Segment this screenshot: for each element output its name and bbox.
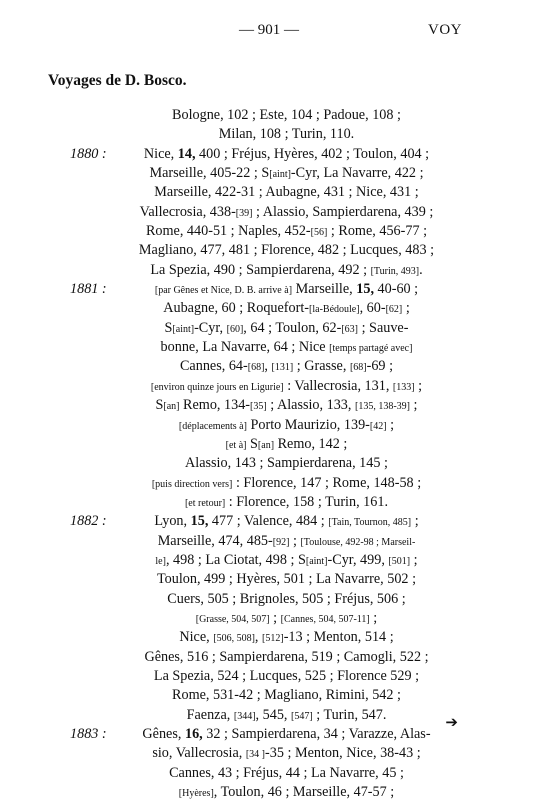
entry-text: [puis direction vers] : Florence, 147 ; Rome, 148-58 ; [151, 474, 422, 491]
entry-text: Bologne, 102 ; Este, 104 ; Padoue, 108 ; [172, 107, 401, 123]
entry-line [0, 609, 538, 628]
entry-text: La Spezia, 524 ; Lucques, 525 ; Florence 529 ; [153, 667, 420, 684]
entry-text: Faenza, [344], 545, [547] ; Turin, 547. [186, 706, 387, 723]
entry-text: S[an] Remo, 134-[35] ; Alassio, 133, [135, 138-39] ; [155, 397, 418, 414]
entry-line [0, 125, 538, 144]
entry-line [0, 164, 538, 183]
entry-line [0, 299, 538, 318]
entry-text: Magliano, 477, 481 ; Florence, 482 ; Lucques, 483 ; [138, 242, 435, 259]
section-title: Voyages de D. Bosco. [48, 72, 187, 89]
entry-line [0, 338, 538, 357]
entry-line [0, 377, 538, 396]
entry-text: Rome, 531-42 ; Magliano, Rimini, 542 ; [172, 687, 401, 704]
entry-text: Cannes, 43 ; Fréjus, 44 ; La Navarre, 45 ; [169, 764, 404, 781]
entry-line [0, 241, 538, 260]
entry-line [0, 532, 538, 551]
entry-line [0, 686, 538, 705]
entry-text: [et retour] : Florence, 158 ; Turin, 161. [184, 493, 389, 510]
year-label: 1881 : [70, 281, 107, 298]
entry-text: Marseille, 405-22 ; S[aint]-Cyr, La Navarre, 422 ; [149, 165, 424, 182]
entry-text: Vallecrosia, 438-[39] ; Alassio, Sampierdarena, 439 ; [139, 203, 434, 220]
entry-line [0, 454, 538, 473]
running-header: VOY [428, 22, 462, 38]
entry-line [0, 416, 538, 435]
entry-text: sio, Vallecrosia, [34 ]-35 ; Menton, Nice, 38-43 ; [152, 745, 421, 762]
entry-line [0, 222, 538, 241]
entry-lines [0, 106, 538, 802]
entry-line [0, 783, 538, 802]
entry-text: le], 498 ; La Ciotat, 498 ; S[aint]-Cyr, 499, [501] ; [155, 551, 418, 568]
year-label: 1880 : [70, 145, 107, 162]
entry-line [0, 551, 538, 570]
entry-text: Nice, 14, 400 ; Fréjus, Hyères, 402 ; Toulon, 404 ; [143, 145, 430, 162]
entry-line [0, 280, 538, 299]
entry-text: Gênes, 16, 32 ; Sampierdarena, 34 ; Varazze, Alas- [142, 726, 431, 742]
entry-line [0, 435, 538, 454]
entry-text: Rome, 440-51 ; Naples, 452-[56] ; Rome, 456-77 ; [145, 223, 428, 240]
entry-text: Marseille, 474, 485-[92] ; [Toulouse, 492-98 ; Marseil- [157, 532, 416, 549]
entry-line [0, 319, 538, 338]
entry-text: [par Gênes et Nice, D. B. arrive à] Marseille, 15, 40-60 ; [154, 281, 419, 298]
year-label: 1883 : [70, 726, 107, 742]
entry-line [0, 493, 538, 512]
entry-line [0, 648, 538, 667]
entry-text: Marseille, 422-31 ; Aubagne, 431 ; Nice, 431 ; [154, 184, 419, 201]
entry-text: Alassio, 143 ; Sampierdarena, 145 ; [185, 455, 388, 472]
entry-text: Lyon, 15, 477 ; Valence, 484 ; [Tain, Tournon, 485] ; [154, 513, 419, 530]
entry-line [0, 590, 538, 609]
entry-line [0, 106, 538, 125]
entry-line [0, 357, 538, 376]
entry-line [0, 183, 538, 202]
entry-text: Nice, [506, 508], [512]-13 ; Menton, 514 ; [179, 629, 394, 646]
entry-text: [déplacements à] Porto Maurizio, 139-[42] ; [178, 416, 395, 433]
entry-line [0, 570, 538, 589]
year-label: 1882 : [70, 513, 107, 530]
arrow-right-icon: ➔ [445, 713, 458, 731]
entry-line [0, 764, 538, 783]
entry-text: Gênes, 516 ; Sampierdarena, 519 ; Camogli, 522 ; [144, 648, 429, 665]
entry-text: S[aint]-Cyr, [60], 64 ; Toulon, 62-[63] ; Sauve- [164, 319, 409, 336]
entry-text: Milan, 108 ; Turin, 110. [218, 126, 355, 143]
entry-text: [environ quinze jours en Ligurie] : Vallecrosia, 131, [133] ; [150, 377, 423, 394]
entry-line [0, 396, 538, 415]
entry-line [0, 512, 538, 531]
entry-line [0, 667, 538, 686]
entry-line [0, 628, 538, 647]
entry-line [0, 203, 538, 222]
entry-line [0, 474, 538, 493]
entry-line [0, 145, 538, 164]
entry-text: [et à] S[an] Remo, 142 ; [225, 435, 348, 452]
entry-text: Cannes, 64-[68], [131] ; Grasse, [68]-69 ; [179, 358, 394, 375]
entry-text: [Grasse, 504, 507] ; [Cannes, 504, 507-11] ; [195, 609, 378, 626]
entry-text: Toulon, 499 ; Hyères, 501 ; La Navarre, 502 ; [156, 571, 417, 588]
entry-line [0, 744, 538, 763]
entry-text: La Spezia, 490 ; Sampierdarena, 492 ; [Turin, 493]. [150, 261, 423, 278]
page-number: — 901 — [239, 22, 299, 38]
entry-text: [Hyères], Toulon, 46 ; Marseille, 47-57 ; [178, 784, 395, 801]
entry-line [0, 261, 538, 280]
entry-text: Aubagne, 60 ; Roquefort-[la-Bédoule], 60-[62] ; [163, 300, 410, 317]
entry-text: bonne, La Navarre, 64 ; Nice [temps partagé avec] [160, 339, 413, 356]
entry-text: Cuers, 505 ; Brignoles, 505 ; Fréjus, 506 ; [167, 590, 406, 607]
